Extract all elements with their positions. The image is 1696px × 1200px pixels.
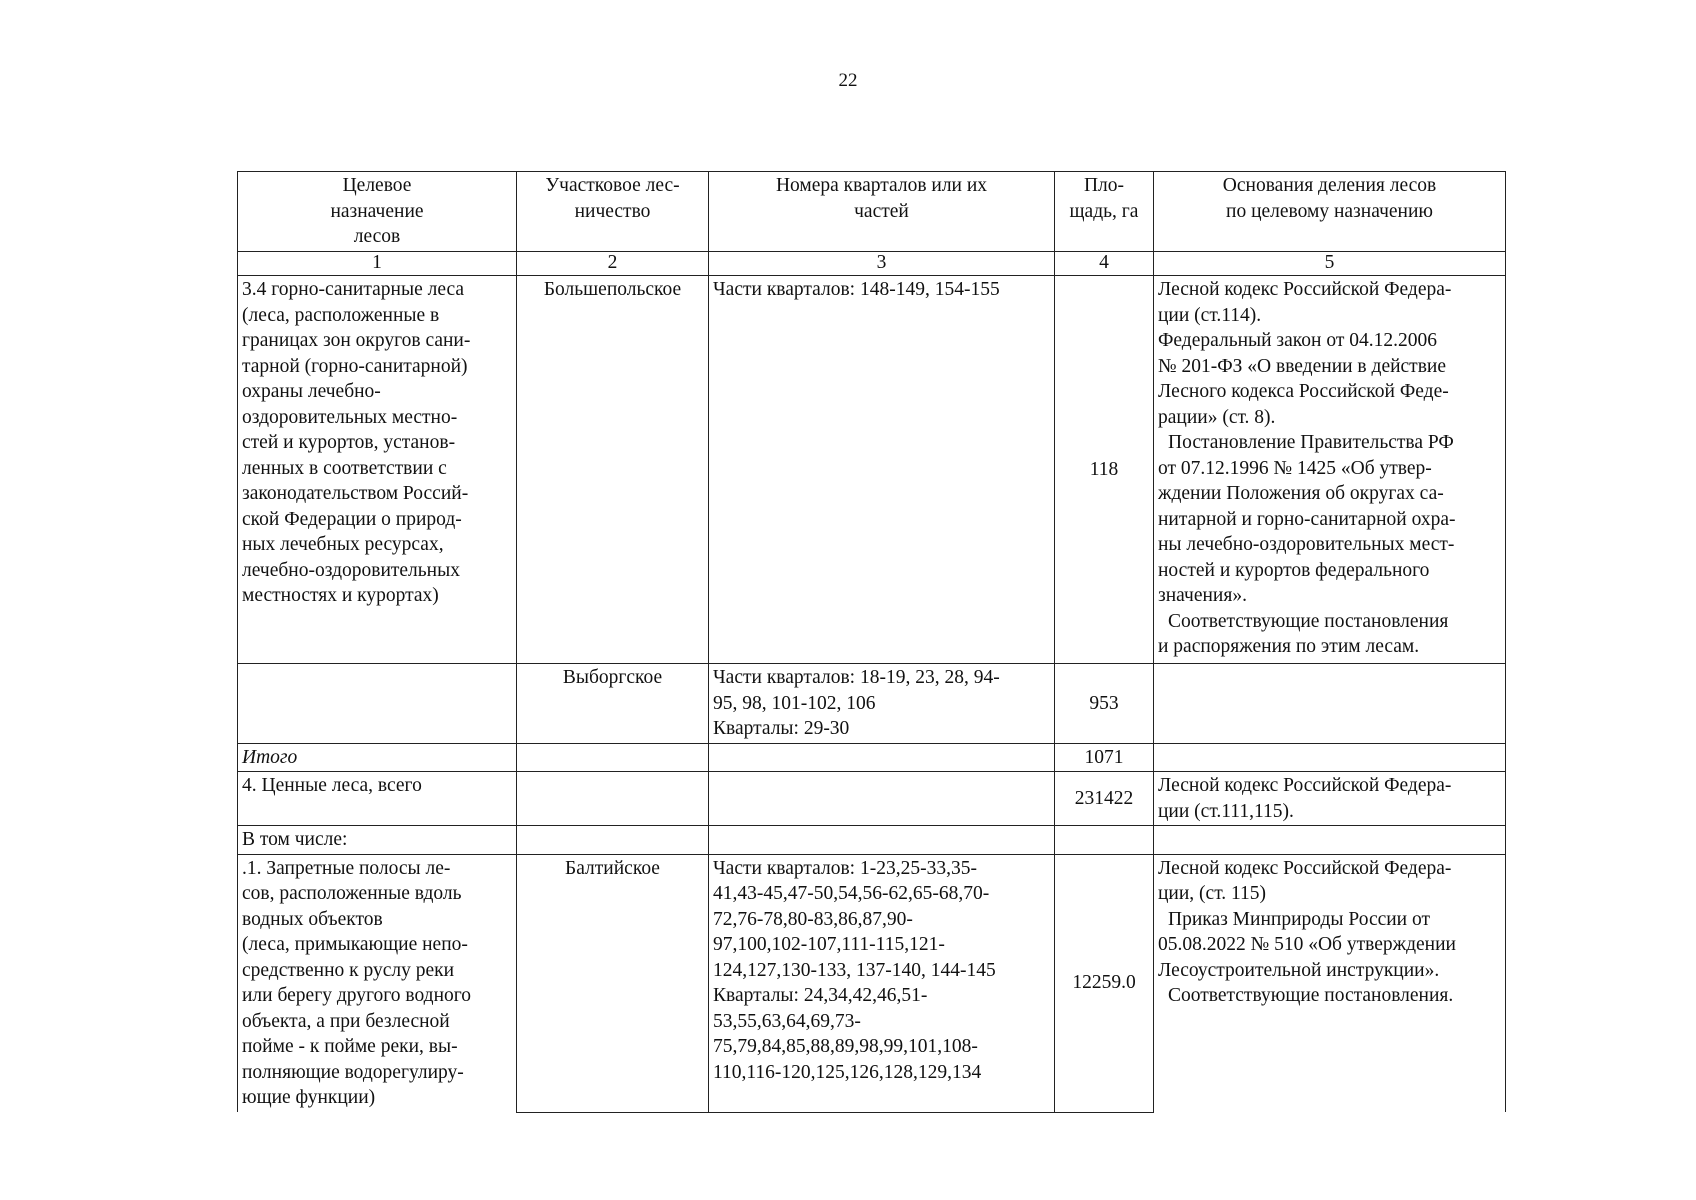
text-line: частей <box>854 200 909 222</box>
purpose-cell: В том числе: <box>238 826 517 855</box>
forestry-cell <box>517 743 709 772</box>
text-line: пойме - к пойме реки, вы- <box>242 1036 458 1057</box>
text-line: (леса, примыкающие непо- <box>242 934 468 955</box>
basis-cell <box>1154 743 1506 772</box>
text-line: оздоровительных местно- <box>242 406 458 428</box>
header-forestry <box>517 172 709 252</box>
text-line: 75,79,84,85,88,89,98,99,101,108- <box>713 1036 978 1057</box>
text-line: Части кварталов: 148-149, 154-155 <box>713 279 1000 300</box>
text-line: ции, (ст. 115) <box>1158 883 1267 904</box>
text-line: ции (ст.111,115). <box>1158 800 1294 822</box>
text-line: ны лечебно-оздоровительных мест- <box>1158 534 1455 555</box>
text-line: Участковое лес- <box>545 175 680 196</box>
text-line: 95, 98, 101-102, 106 <box>713 692 876 714</box>
purpose-cell: 4. Ценные леса, всего <box>238 772 517 826</box>
text-line: Лесоустроительной инструкции». <box>1158 959 1440 981</box>
purpose-cell: Итого <box>238 743 517 772</box>
text-line: водных объектов <box>242 908 383 930</box>
text-line: ностей и курортов федерального <box>1158 559 1430 581</box>
text-line: значения». <box>1158 585 1247 606</box>
text-line: Постановление Правительства РФ <box>1168 432 1454 453</box>
text-line: Пло- <box>1083 175 1125 196</box>
purpose-cell <box>238 854 517 1112</box>
text-line: Лесной кодекс Российской Федера- <box>1158 857 1452 879</box>
text-line: щадь, га <box>1069 200 1139 222</box>
text-line: ленных в соответствии с <box>242 457 447 479</box>
purpose-cell <box>238 276 517 664</box>
text-line: законодательством Россий- <box>242 483 469 504</box>
text-line: назначение <box>330 200 424 222</box>
quarters-cell <box>709 276 1055 664</box>
table-row <box>238 772 1506 826</box>
text-line: Лесного кодекса Российской Феде- <box>1158 381 1449 402</box>
text-line: Лесной кодекс Российской Федера- <box>1158 775 1452 796</box>
text-line: Соответствующие постановления <box>1168 610 1449 632</box>
area-cell <box>1055 826 1154 855</box>
column-number: 4 <box>1055 252 1154 276</box>
text-line: .1. Запретные полосы ле- <box>242 857 451 879</box>
text-line: 72,76-78,80-83,86,87,90- <box>713 908 913 930</box>
basis-cell <box>1154 664 1506 744</box>
quarters-cell <box>709 743 1055 772</box>
area-cell: 231422 <box>1055 772 1154 826</box>
text-line: Номера кварталов или их <box>775 175 988 196</box>
forestry-cell: Балтийское <box>517 854 709 1112</box>
text-line: 3.4 горно-санитарные леса <box>242 279 465 300</box>
text-line: Приказ Минприроды России от <box>1168 908 1431 930</box>
text-line: ных лечебных ресурсах, <box>242 534 444 555</box>
forestry-cell <box>517 772 709 826</box>
text-line: или берегу другого водного <box>242 985 472 1006</box>
column-number: 1 <box>238 252 517 276</box>
basis-cell <box>1154 854 1506 1112</box>
text-line: ничество <box>574 200 651 222</box>
forestry-cell: Большепольское <box>517 276 709 664</box>
text-line: Кварталы: 29-30 <box>713 718 850 739</box>
text-line: Основания деления лесов <box>1222 175 1437 196</box>
text-line: ждении Положения об округах са- <box>1158 483 1444 504</box>
text-line: 53,55,63,64,69,73- <box>713 1010 861 1032</box>
header-basis <box>1154 172 1506 252</box>
purpose-cell <box>238 664 517 744</box>
column-number: 2 <box>517 252 709 276</box>
column-number: 5 <box>1154 252 1506 276</box>
table-row <box>238 826 1506 855</box>
text-line: Кварталы: 24,34,42,46,51- <box>713 985 928 1006</box>
text-line: Части кварталов: 1-23,25-33,35- <box>713 857 977 879</box>
page-number: 22 <box>838 70 858 91</box>
text-line: ции (ст.114). <box>1158 304 1262 326</box>
text-line: местностях и курортах) <box>242 585 439 606</box>
text-line: № 201-ФЗ «О введении в действие <box>1158 355 1447 377</box>
forestry-cell: Выборгское <box>517 664 709 744</box>
text-line: Федеральный закон от 04.12.2006 <box>1158 330 1437 351</box>
quarters-cell <box>709 854 1055 1112</box>
header-quarters <box>709 172 1055 252</box>
text-line: тарной (горно-санитарной) <box>242 355 468 377</box>
forest-purpose-table <box>237 171 1506 1113</box>
text-line: Части кварталов: 18-19, 23, 28, 94- <box>713 667 1000 688</box>
text-line: и распоряжения по этим лесам. <box>1158 636 1420 657</box>
text-line: нитарной и горно-санитарной охра- <box>1158 508 1456 530</box>
text-line: 05.08.2022 № 510 «Об утверждении <box>1158 934 1456 955</box>
area-cell: 118 <box>1055 276 1154 664</box>
text-line: стей и курортов, установ- <box>242 432 456 453</box>
table-row <box>238 743 1506 772</box>
text-line: охраны лечебно- <box>242 381 381 402</box>
column-number: 3 <box>709 252 1055 276</box>
text-line: лесов <box>353 226 401 247</box>
header-purpose <box>238 172 517 252</box>
text-line: 110,116-120,125,126,128,129,134 <box>713 1061 982 1083</box>
header-row <box>238 172 1506 252</box>
forestry-cell <box>517 826 709 855</box>
basis-cell <box>1154 826 1506 855</box>
text-line: границах зон округов сани- <box>242 330 471 351</box>
quarters-cell <box>709 772 1055 826</box>
basis-cell <box>1154 276 1506 664</box>
area-cell: 12259.0 <box>1055 854 1154 1112</box>
text-line: Лесной кодекс Российской Федера- <box>1158 279 1452 300</box>
table-row <box>238 664 1506 744</box>
area-cell: 1071 <box>1055 743 1154 772</box>
text-line: рации» (ст. 8). <box>1158 406 1276 428</box>
area-cell: 953 <box>1055 664 1154 744</box>
header-area <box>1055 172 1154 252</box>
table-row <box>238 276 1506 664</box>
text-line: по целевому назначению <box>1226 200 1433 222</box>
text-line: 41,43-45,47-50,54,56-62,65-68,70- <box>713 883 990 904</box>
text-line: объекта, а при безлесной <box>242 1010 450 1032</box>
text-line: полняющие водорегулиру- <box>242 1061 464 1083</box>
quarters-cell <box>709 664 1055 744</box>
text-line: ющие функции) <box>242 1087 376 1108</box>
text-line: средственно к руслу реки <box>242 959 455 981</box>
table-row <box>238 854 1506 1112</box>
quarters-cell <box>709 826 1055 855</box>
text-line: сов, расположенные вдоль <box>242 883 462 904</box>
text-line: ской Федерации о природ- <box>242 508 462 530</box>
text-line: лечебно-оздоровительных <box>242 559 460 581</box>
text-line: Соответствующие постановления. <box>1168 985 1454 1006</box>
text-line: (леса, расположенные в <box>242 304 440 326</box>
text-line: от 07.12.1996 № 1425 «Об утвер- <box>1158 457 1432 479</box>
text-line: Целевое <box>342 175 412 196</box>
text-line: 124,127,130-133, 137-140, 144-145 <box>713 959 996 981</box>
basis-cell <box>1154 772 1506 826</box>
column-number-row <box>238 252 1506 276</box>
text-line: 97,100,102-107,111-115,121- <box>713 934 945 955</box>
